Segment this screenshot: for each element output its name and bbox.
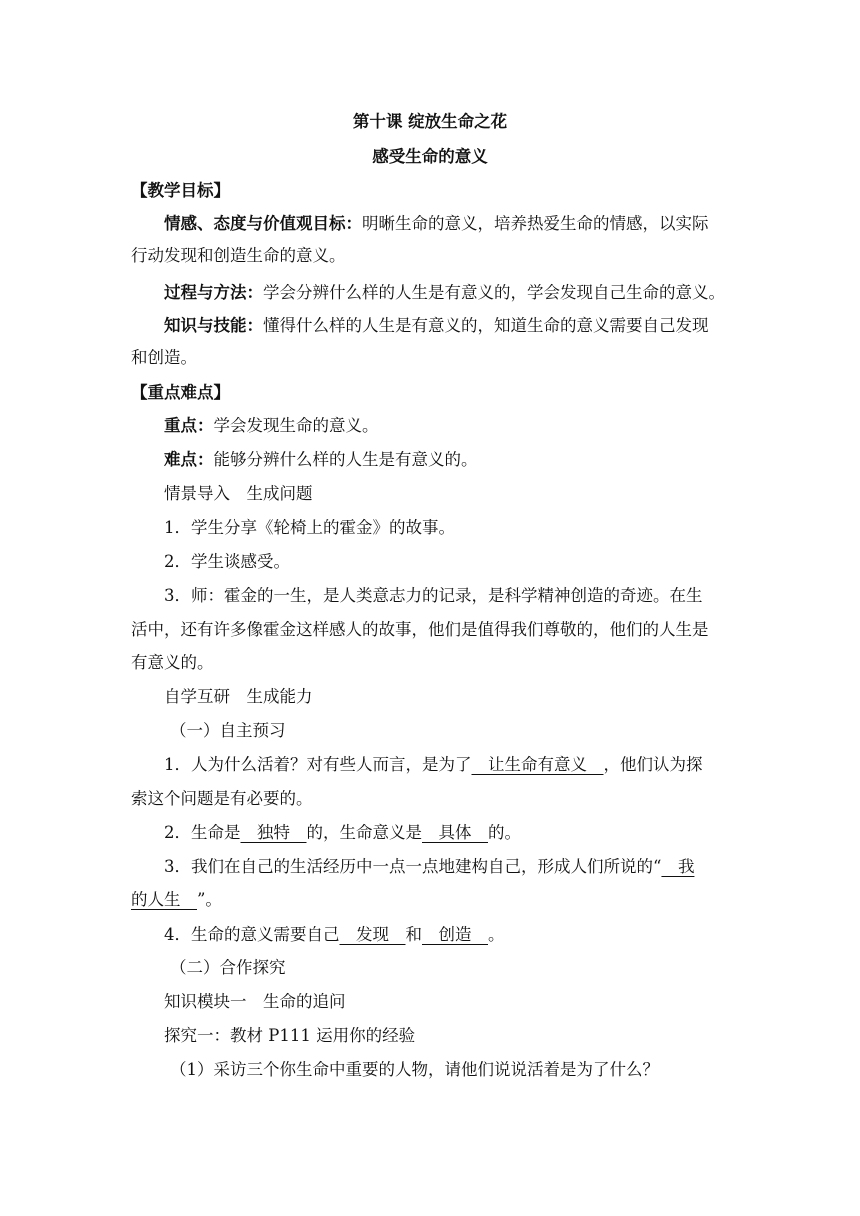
question-1-text: 1．人为什么活着？对有些人而言，是为了 [164, 755, 472, 774]
explore-1-question-1: （1）采访三个你生命中重要的人物，请他们说说活着是为了什么？ [170, 1060, 659, 1079]
question-2 [164, 823, 521, 843]
keypoints-header: 【重点难点】 [131, 383, 230, 402]
lesson-subtitle: 感受生命的意义 [372, 147, 488, 166]
question-1-cont: 索这个问题是有必要的。 [131, 789, 313, 808]
goal-process-label: 过程与方法： [164, 283, 263, 302]
goals-header: 【教学目标】 [131, 181, 230, 200]
goal-knowledge-cont: 和创造。 [131, 348, 197, 367]
goal-knowledge-label: 知识与技能： [164, 316, 263, 335]
question-4-answer-1: 发现 [339, 925, 406, 944]
goal-emotion-cont: 行动发现和创造生命的意义。 [131, 246, 346, 265]
question-3-text: 3．我们在自己的生活经历中一点一点地建构自己，形成人们所说的“ [164, 857, 662, 876]
goal-process [164, 283, 725, 303]
lesson-title: 第十课 绽放生命之花 [352, 112, 508, 131]
intro-item-3-cont1: 活中，还有许多像霍金这样感人的故事，他们是值得我们尊敬的，他们的人生是 [131, 620, 709, 639]
intro-item-2: 2．学生谈感受。 [164, 552, 290, 571]
question-4-answer-2: 创造 [422, 925, 488, 944]
question-3-text-b: ”。 [197, 890, 222, 909]
goal-process-text: 学会分辨什么样的人生是有意义的，学会发现自己生命的意义。 [263, 283, 725, 302]
question-2-text-b: 的，生命意义是 [306, 823, 422, 842]
intro-item-3-cont2: 有意义的。 [131, 653, 214, 672]
goal-knowledge [164, 316, 709, 336]
question-4-text: 4．生命的意义需要自己 [164, 925, 340, 944]
question-3-answer-1: 我 [661, 857, 695, 876]
intro-item-3: 3．师：霍金的一生，是人类意志力的记录，是科学精神创造的奇迹。在生 [164, 586, 703, 605]
keypoint-diff-text: 能够分辨什么样的人生是有意义的。 [213, 450, 478, 469]
question-2-text-c: 的。 [488, 823, 521, 842]
keypoint-key-text: 学会发现生命的意义。 [213, 416, 379, 435]
goal-emotion [164, 214, 709, 234]
goal-emotion-label: 情感、态度与价值观目标： [164, 214, 362, 233]
question-1-answer: 让生命有意义 [471, 755, 604, 774]
keypoint-key [164, 416, 379, 436]
explore-1-heading: 探究一：教材 P111 运用你的经验 [164, 1026, 416, 1045]
module-1-heading: 知识模块一 生命的追问 [164, 992, 346, 1011]
intro-item-1: 1．学生分享《轮椅上的霍金》的故事。 [164, 518, 455, 537]
question-2-text: 2．生命是 [164, 823, 241, 842]
intro-heading: 情景导入 生成问题 [164, 484, 313, 503]
question-2-answer-1: 独特 [240, 823, 307, 842]
question-1 [164, 755, 703, 775]
question-3-cont [131, 890, 222, 910]
keypoint-diff-label: 难点： [164, 450, 214, 469]
self-study-sub2: （二）合作探究 [170, 958, 286, 977]
question-3 [164, 857, 694, 877]
keypoint-diff [164, 450, 478, 470]
self-study-sub1: （一）自主预习 [170, 721, 286, 740]
question-1-text-b: ，他们认为探 [603, 755, 703, 774]
question-4-text-c: 。 [488, 925, 505, 944]
question-2-answer-2: 具体 [422, 823, 488, 842]
question-4-text-b: 和 [405, 925, 422, 944]
goal-emotion-text: 明晰生命的意义，培养热爱生命的情感，以实际 [362, 214, 709, 233]
keypoint-key-label: 重点： [164, 416, 214, 435]
question-4 [164, 925, 505, 945]
goal-knowledge-text: 懂得什么样的人生是有意义的，知道生命的意义需要自己发现 [263, 316, 709, 335]
question-3-answer-2: 的人生 [131, 890, 197, 909]
self-study-heading: 自学互研 生成能力 [164, 687, 313, 706]
